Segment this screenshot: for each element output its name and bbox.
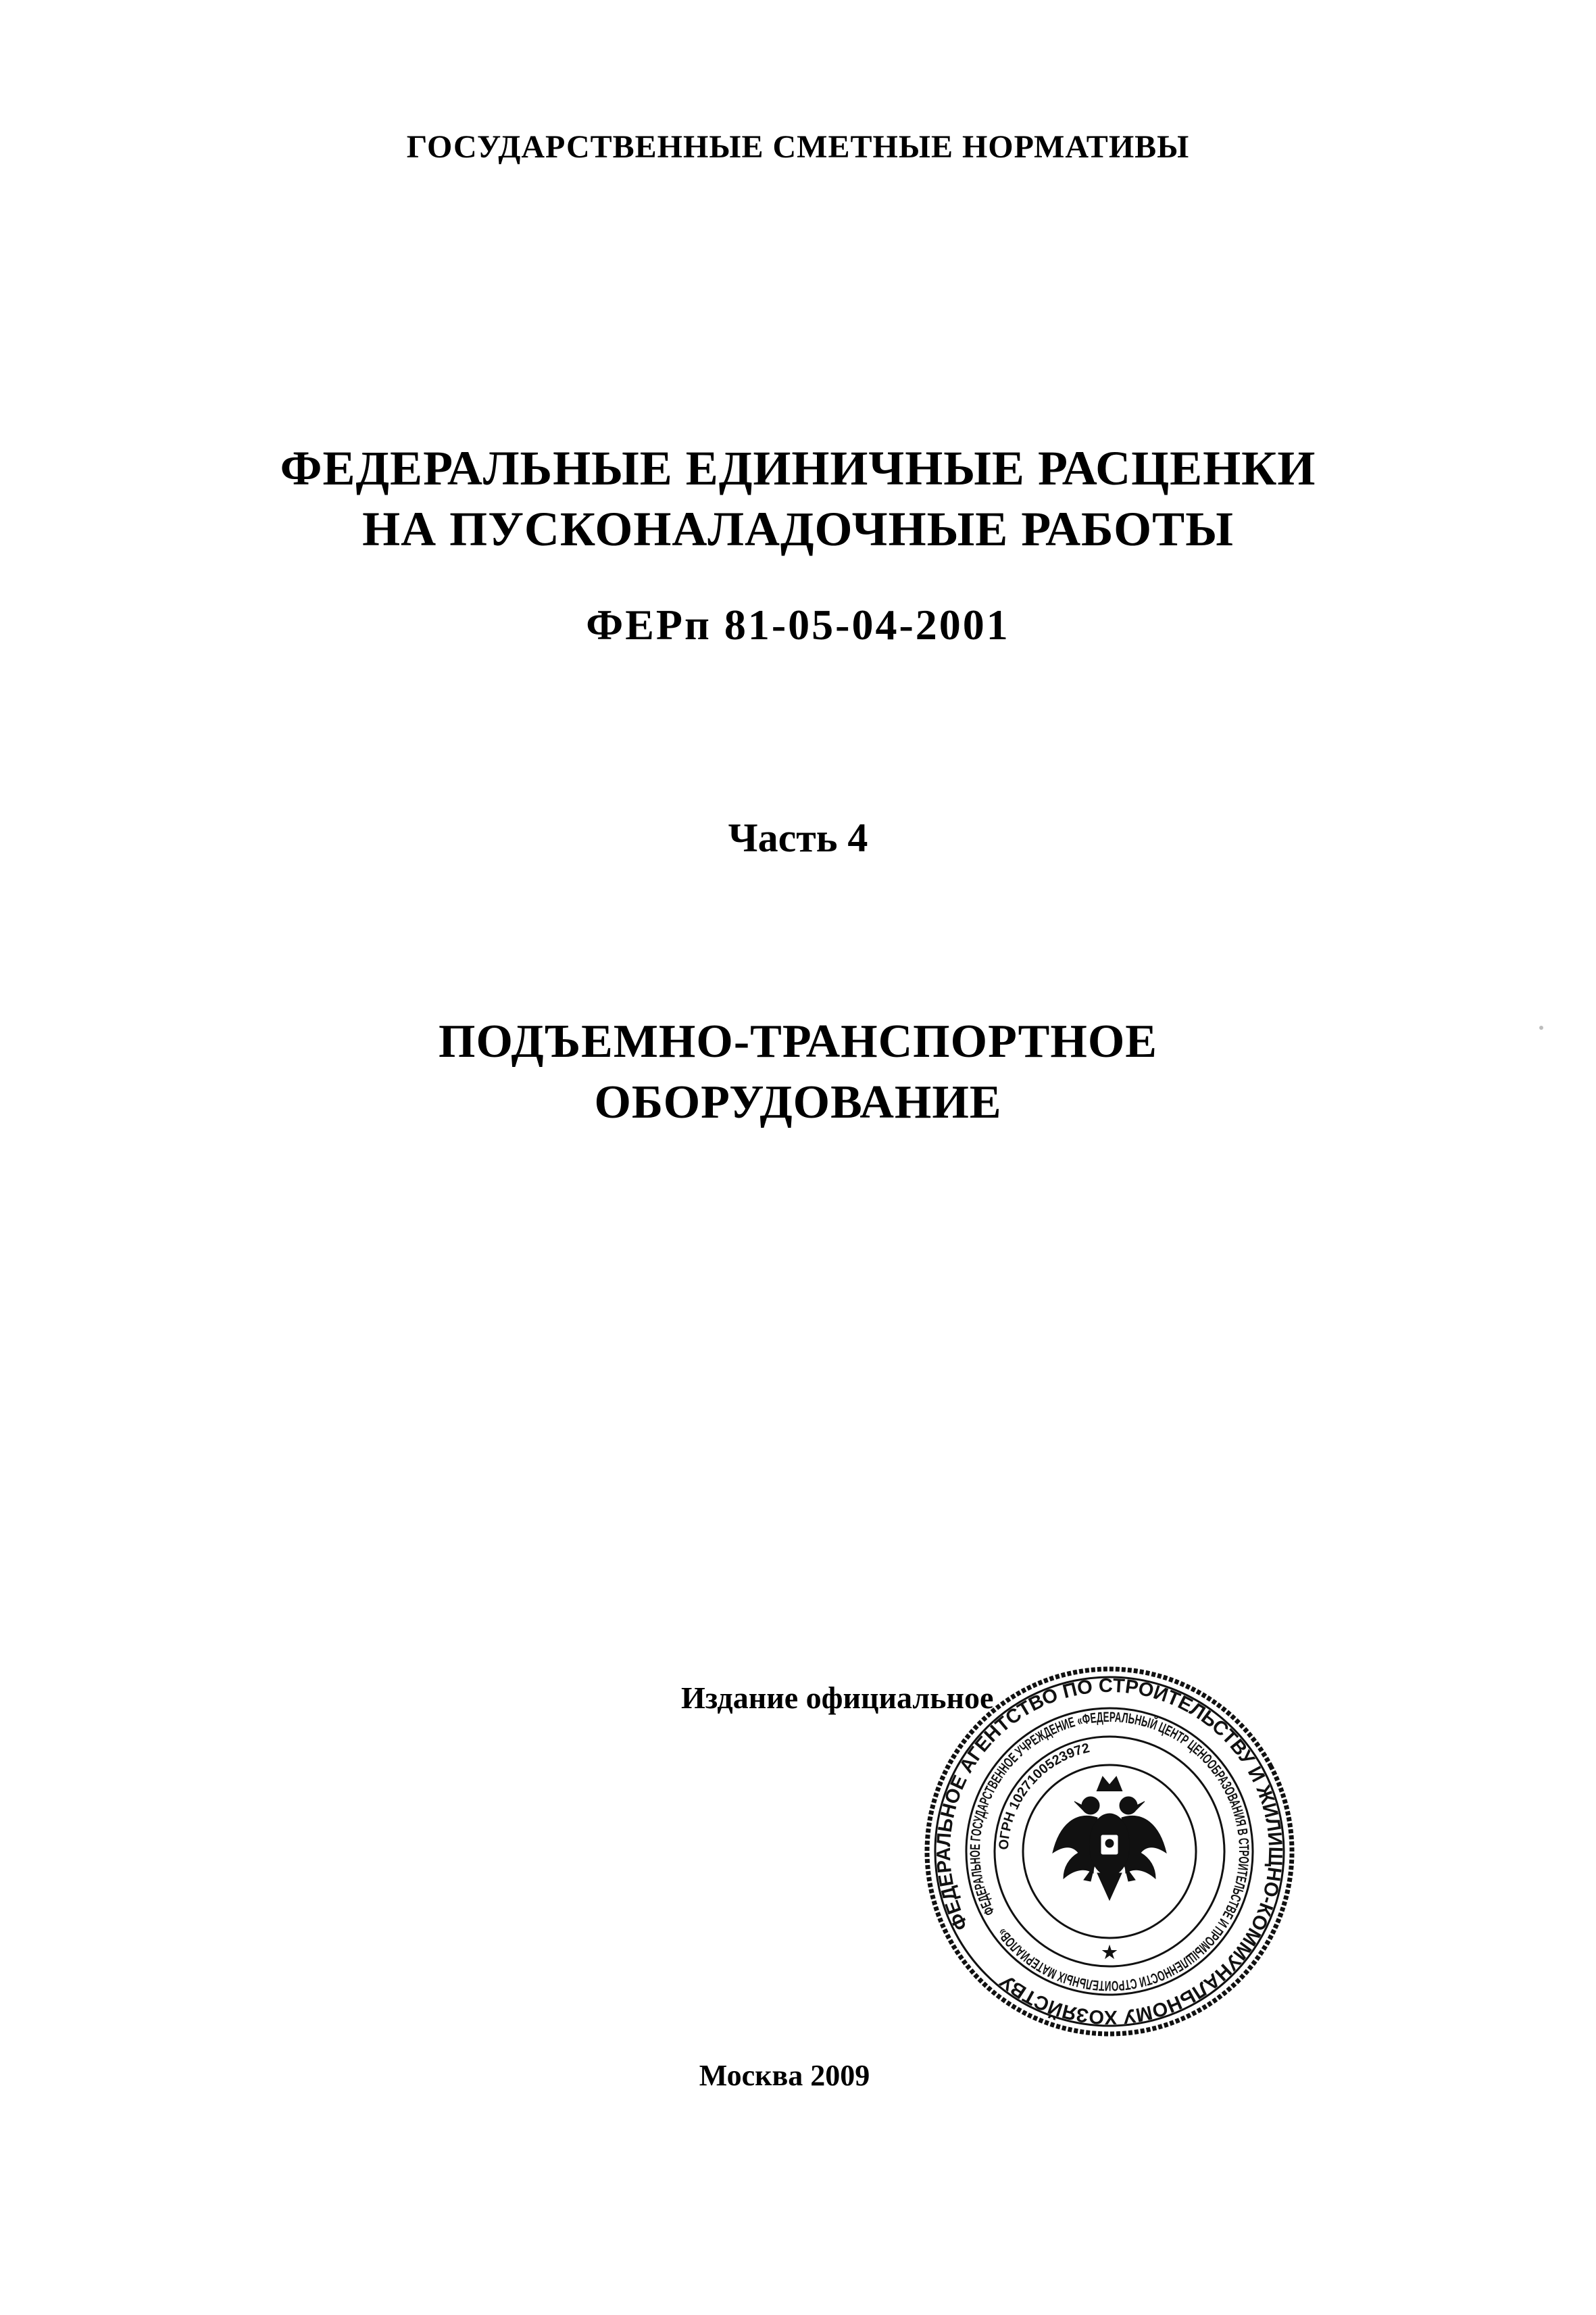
document-title-line-2: НА ПУСКОНАЛАДОЧНЫЕ РАБОТЫ — [362, 502, 1234, 556]
document-part: Часть 4 — [728, 816, 868, 860]
edition-label: Издание официальное — [681, 1681, 994, 1715]
document-code: ФЕРп 81-05-04-2001 — [586, 601, 1010, 649]
scan-speck — [1539, 1026, 1543, 1030]
document-title-line-1: ФЕДЕРАЛЬНЫЕ ЕДИНИЧНЫЕ РАСЦЕНКИ — [280, 441, 1316, 495]
stamp-star-ornament — [1101, 1942, 1118, 1962]
svg-text:★: ★ — [1101, 1942, 1118, 1962]
document-subject-line-1: ПОДЪЕМНО-ТРАНСПОРТНОЕ — [439, 1016, 1157, 1068]
official-seal-stamp — [920, 1662, 1299, 2041]
stamp-inner-ring-text: ОГРН 1027100523972 — [996, 1741, 1091, 1851]
document-subject-line-2: ОБОРУДОВАНИЕ — [594, 1076, 1002, 1128]
document-header: ГОСУДАРСТВЕННЫЕ СМЕТНЫЕ НОРМАТИВЫ — [406, 129, 1190, 165]
stamp-middle-ring-text: ФЕДЕРАЛЬНОЕ ГОСУДАРСТВЕННОЕ УЧРЕЖДЕНИЕ «ФЕДЕРАЛЬНЫЙ ЦЕНТР ЦЕНООБРАЗОВАНИЯ В СТРОИТЕЛЬСТВЕ И ПРОМЫШЛЕННОСТИ СТРОИТЕЛЬНЫХ МАТЕРИАЛОВ» — [967, 1709, 1252, 1994]
city-year-imprint: Москва 2009 — [699, 2059, 870, 2092]
stamp-outer-ring-text: ФЕДЕРАЛЬНОЕ АГЕНТСТВО ПО СТРОИТЕЛЬСТВУ И ЖИЛИЩНО-КОММУНАЛЬНОМУ ХОЗЯЙСТВУ — [932, 1674, 1287, 2028]
double-headed-eagle-icon — [1053, 1777, 1166, 1900]
